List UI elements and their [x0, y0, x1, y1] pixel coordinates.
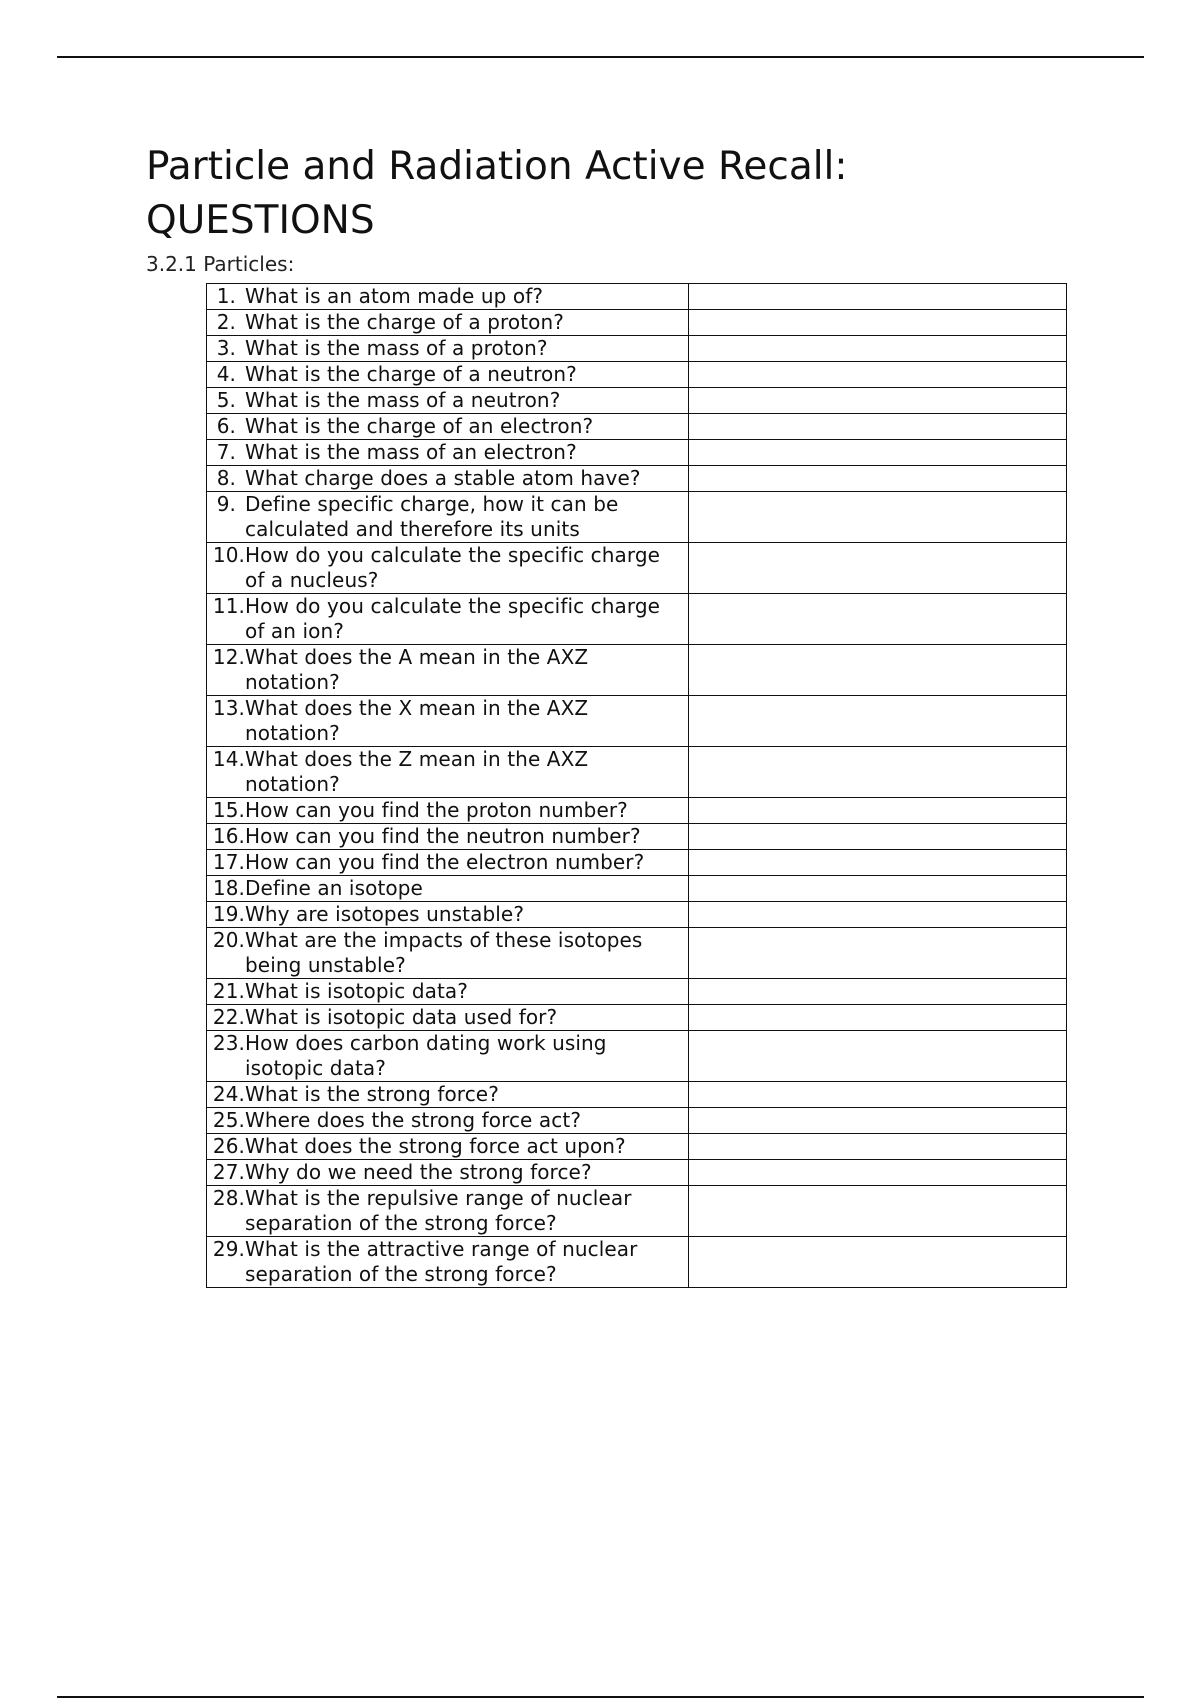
answer-cell[interactable] — [689, 798, 1067, 824]
answer-cell[interactable] — [689, 876, 1067, 902]
question-cell — [207, 543, 689, 594]
question-text: How can you find the neutron number? — [245, 824, 641, 848]
section-heading: 3.2.1 Particles: — [146, 252, 295, 276]
question-number: 17. — [212, 850, 245, 874]
answer-cell[interactable] — [689, 1237, 1067, 1288]
question-cell — [207, 1160, 689, 1186]
answer-cell[interactable] — [689, 594, 1067, 645]
table-row — [207, 979, 1067, 1005]
question-cell — [207, 362, 689, 388]
table-row — [207, 440, 1067, 466]
table-row — [207, 594, 1067, 645]
answer-cell[interactable] — [689, 310, 1067, 336]
answer-cell[interactable] — [689, 1082, 1067, 1108]
answer-cell[interactable] — [689, 440, 1067, 466]
question-text: What is the mass of an electron? — [245, 440, 577, 464]
question-number: 15. — [212, 798, 245, 822]
question-text: What is an atom made up of? — [245, 284, 544, 308]
table-row — [207, 336, 1067, 362]
question-cell — [207, 1186, 689, 1237]
table-row — [207, 645, 1067, 696]
question-number: 11. — [212, 594, 245, 618]
table-row — [207, 388, 1067, 414]
question-number: 2. — [216, 310, 236, 334]
table-row — [207, 492, 1067, 543]
question-number: 6. — [216, 414, 236, 438]
question-number: 29. — [212, 1237, 245, 1261]
question-number: 3. — [216, 336, 236, 360]
question-cell — [207, 850, 689, 876]
answer-cell[interactable] — [689, 747, 1067, 798]
table-row — [207, 824, 1067, 850]
question-number: 8. — [216, 466, 236, 490]
question-text: Define an isotope — [245, 876, 423, 900]
question-number: 5. — [216, 388, 236, 412]
table-row — [207, 902, 1067, 928]
question-cell — [207, 414, 689, 440]
question-text: What is the charge of a proton? — [245, 310, 565, 334]
question-text: How can you find the electron number? — [245, 850, 645, 874]
question-cell — [207, 284, 689, 310]
question-cell — [207, 466, 689, 492]
question-number: 16. — [212, 824, 245, 848]
question-number: 1. — [216, 284, 236, 308]
answer-cell[interactable] — [689, 824, 1067, 850]
answer-cell[interactable] — [689, 1005, 1067, 1031]
question-text: What is isotopic data? — [245, 979, 469, 1003]
question-cell — [207, 696, 689, 747]
question-text: How do you calculate the specific charge of a nucleus? — [245, 543, 661, 592]
question-number: 13. — [212, 696, 245, 720]
table-row — [207, 1134, 1067, 1160]
question-text: What charge does a stable atom have? — [245, 466, 641, 490]
question-cell — [207, 310, 689, 336]
question-cell — [207, 824, 689, 850]
question-number: 25. — [212, 1108, 245, 1132]
question-number: 28. — [212, 1186, 245, 1210]
question-cell — [207, 1005, 689, 1031]
answer-cell[interactable] — [689, 645, 1067, 696]
table-row — [207, 876, 1067, 902]
table-row — [207, 1186, 1067, 1237]
question-text: What is the mass of a proton? — [245, 336, 548, 360]
table-row — [207, 1031, 1067, 1082]
question-text: What does the Z mean in the AXZ notation? — [245, 747, 589, 796]
question-cell — [207, 645, 689, 696]
question-cell — [207, 876, 689, 902]
answer-cell[interactable] — [689, 1186, 1067, 1237]
question-cell — [207, 747, 689, 798]
question-text: Define specific charge, how it can be calculated and therefore its units — [245, 492, 619, 541]
answer-cell[interactable] — [689, 284, 1067, 310]
table-row — [207, 850, 1067, 876]
question-text: What does the A mean in the AXZ notation? — [245, 645, 589, 694]
table-row — [207, 1082, 1067, 1108]
question-text: What is the charge of a neutron? — [245, 362, 577, 386]
question-number: 19. — [212, 902, 245, 926]
question-cell — [207, 388, 689, 414]
answer-cell[interactable] — [689, 1108, 1067, 1134]
answer-cell[interactable] — [689, 543, 1067, 594]
question-cell — [207, 1237, 689, 1288]
question-text: What is the strong force? — [245, 1082, 499, 1106]
question-text: Where does the strong force act? — [245, 1108, 582, 1132]
answer-cell[interactable] — [689, 1134, 1067, 1160]
table-row — [207, 798, 1067, 824]
question-text: What is the charge of an electron? — [245, 414, 594, 438]
question-cell — [207, 928, 689, 979]
question-text: What are the impacts of these isotopes being unstable? — [245, 928, 643, 977]
question-cell — [207, 336, 689, 362]
footer-rule — [57, 1696, 1144, 1698]
question-number: 4. — [216, 362, 236, 386]
question-text: How can you find the proton number? — [245, 798, 628, 822]
question-number: 20. — [212, 928, 245, 952]
question-number: 12. — [212, 645, 245, 669]
question-text: Why do we need the strong force? — [245, 1160, 592, 1184]
question-cell — [207, 979, 689, 1005]
question-number: 18. — [212, 876, 245, 900]
question-cell — [207, 1108, 689, 1134]
question-cell — [207, 492, 689, 543]
table-row — [207, 362, 1067, 388]
table-row — [207, 1108, 1067, 1134]
question-number: 27. — [212, 1160, 245, 1184]
answer-cell[interactable] — [689, 928, 1067, 979]
answer-cell[interactable] — [689, 1031, 1067, 1082]
question-number: 26. — [212, 1134, 245, 1158]
question-text: What is the repulsive range of nuclear separation of the strong force? — [245, 1186, 632, 1235]
table-row — [207, 1160, 1067, 1186]
question-cell — [207, 1082, 689, 1108]
question-text: What is isotopic data used for? — [245, 1005, 558, 1029]
answer-cell[interactable] — [689, 850, 1067, 876]
answer-cell[interactable] — [689, 362, 1067, 388]
table-row — [207, 1005, 1067, 1031]
question-text: How does carbon dating work using isotopic data? — [245, 1031, 607, 1080]
table-row — [207, 284, 1067, 310]
header-rule — [57, 56, 1144, 58]
question-text: Why are isotopes unstable? — [245, 902, 525, 926]
answer-cell[interactable] — [689, 696, 1067, 747]
question-cell — [207, 1031, 689, 1082]
question-number: 21. — [212, 979, 245, 1003]
answer-cell[interactable] — [689, 1160, 1067, 1186]
question-cell — [207, 594, 689, 645]
table-row — [207, 696, 1067, 747]
question-text: How do you calculate the specific charge of an ion? — [245, 594, 661, 643]
question-cell — [207, 1134, 689, 1160]
question-text: What does the strong force act upon? — [245, 1134, 626, 1158]
question-number: 9. — [216, 492, 236, 516]
question-number: 22. — [212, 1005, 245, 1029]
table-row — [207, 466, 1067, 492]
answer-cell[interactable] — [689, 414, 1067, 440]
answer-cell[interactable] — [689, 336, 1067, 362]
questions-table — [206, 283, 1067, 1288]
question-cell — [207, 440, 689, 466]
answer-cell[interactable] — [689, 388, 1067, 414]
table-row — [207, 928, 1067, 979]
question-text: What is the mass of a neutron? — [245, 388, 561, 412]
question-number: 23. — [212, 1031, 245, 1055]
question-number: 14. — [212, 747, 245, 771]
question-text: What does the X mean in the AXZ notation? — [245, 696, 589, 745]
page-title: Particle and Radiation Active Recall: QUESTIONS — [146, 144, 848, 243]
question-number: 24. — [212, 1082, 245, 1106]
answer-cell[interactable] — [689, 466, 1067, 492]
table-row — [207, 747, 1067, 798]
table-row — [207, 1237, 1067, 1288]
question-cell — [207, 902, 689, 928]
table-row — [207, 310, 1067, 336]
answer-cell[interactable] — [689, 492, 1067, 543]
answer-cell[interactable] — [689, 979, 1067, 1005]
question-text: What is the attractive range of nuclear separation of the strong force? — [245, 1237, 638, 1286]
table-row — [207, 543, 1067, 594]
question-number: 7. — [216, 440, 236, 464]
question-cell — [207, 798, 689, 824]
answer-cell[interactable] — [689, 902, 1067, 928]
table-row — [207, 414, 1067, 440]
question-number: 10. — [212, 543, 245, 567]
